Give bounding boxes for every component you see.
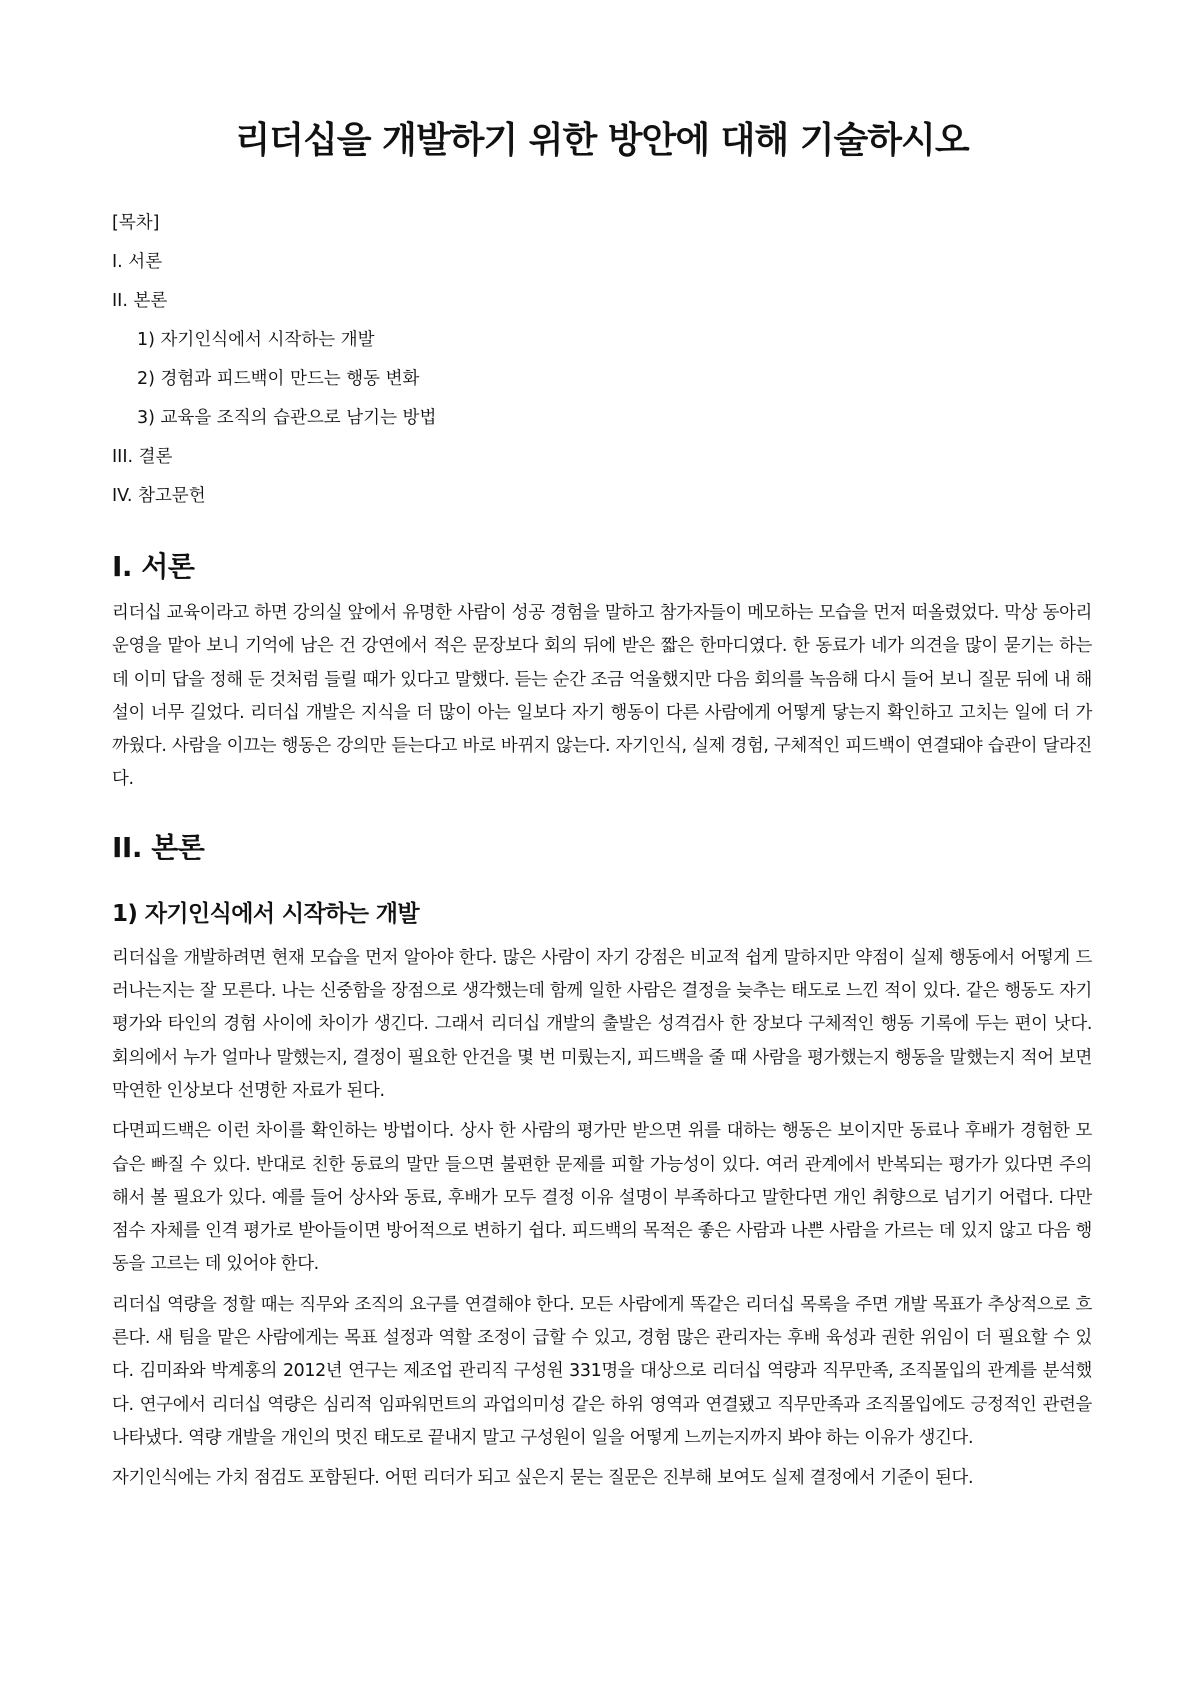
toc-item-body: II. 본론 (112, 291, 168, 311)
document-title: 리더십을 개발하기 위한 방안에 대해 기술하시오 (235, 120, 969, 161)
table-of-contents (112, 204, 1092, 516)
body-paragraph: 리더십을 개발하려면 현재 모습을 먼저 알아야 한다. 많은 사람이 자기 강점은 비교적 쉽게 말하지만 약점이 실제 행동에서 어떻게 드러나는지는 잘 모른다. 나는 신중함을 장점으로 생각했는데 함께 일한 사람은 결정을 늦추는 태도로 느낀 적이 있다. 같은 행동도 자기평가와 타인의 경험 사이에 차이가 생긴다. 그래서 리더십 개발의 출발은 성격검사 한 장보다 구체적인 행동 기록에 두는 편이 낫다. 회의에서 누가 얼마나 말했는지, 결정이 필요한 안건을 몇 번 미뤘는지, 피드백을 줄 때 사람을 평가했는지 행동을 말했는지 적어 보면 막연한 인상보다 선명한 자료가 된다. (112, 947, 1092, 1101)
body-subsection-1 (112, 898, 1092, 1496)
toc-item-conclusion: III. 결론 (112, 447, 173, 467)
introduction-section (112, 549, 1092, 797)
introduction-paragraph: 리더십 교육이라고 하면 강의실 앞에서 유명한 사람이 성공 경험을 말하고 참가자들이 메모하는 모습을 먼저 떠올렸었다. 막상 동아리 운영을 맡아 보니 기억에 남은 건 강연에서 적은 문장보다 회의 뒤에 받은 짧은 한마디였다. 한 동료가 네가 의견을 많이 묻기는 하는데 이미 답을 정해 둔 것처럼 들릴 때가 있다고 말했다. 듣는 순간 조금 억울했지만 다음 회의를 녹음해 다시 들어 보니 질문 뒤에 내 해설이 너무 길었다. 리더십 개발은 지식을 더 많이 아는 일보다 자기 행동이 다른 사람에게 어떻게 닿는지 확인하고 고치는 일에 더 가까웠다. 사람을 이끄는 행동은 강의만 듣는다고 바로 바뀌지 않는다. 자기인식, 실제 경험, 구체적인 피드백이 연결돼야 습관이 달라진다. (112, 603, 1092, 790)
toc-item-references: IV. 참고문헌 (112, 486, 206, 506)
body-paragraph: 다면피드백은 이런 차이를 확인하는 방법이다. 상사 한 사람의 평가만 받으면 위를 대하는 행동은 보이지만 동료나 후배가 경험한 모습은 빠질 수 있다. 반대로 친한 동료의 말만 들으면 불편한 문제를 피할 가능성이 있다. 여러 관계에서 반복되는 평가가 있다면 주의해서 볼 필요가 있다. 예를 들어 상사와 동료, 후배가 모두 결정 이유 설명이 부족하다고 말한다면 개인 취향으로 넘기기 어렵다. 다만 점수 자체를 인격 평가로 받아들이면 방어적으로 변하기 쉽다. 피드백의 목적은 좋은 사람과 나쁜 사람을 가르는 데 있지 않고 다음 행동을 고르는 데 있어야 한다. (112, 1121, 1092, 1275)
toc-heading: [목차] (112, 213, 160, 233)
introduction-heading: I. 서론 (112, 550, 195, 583)
subsection-1-heading: 1) 자기인식에서 시작하는 개발 (112, 900, 419, 927)
toc-list (112, 243, 1092, 516)
toc-item-body-section-2: 2) 경험과 피드백이 만드는 행동 변화 (137, 369, 420, 389)
toc-item-introduction: I. 서론 (112, 252, 163, 272)
body-heading: II. 본론 (112, 830, 205, 864)
toc-item-body-section-3: 3) 교육을 조직의 습관으로 남기는 방법 (137, 408, 437, 428)
toc-item-body-section-1: 1) 자기인식에서 시작하는 개발 (137, 330, 375, 350)
body-section (112, 830, 1092, 1496)
body-paragraph: 리더십 역량을 정할 때는 직무와 조직의 요구를 연결해야 한다. 모든 사람에게 똑같은 리더십 목록을 주면 개발 목표가 추상적으로 흐른다. 새 팀을 맡은 사람에게는 목표 설정과 역할 조정이 급할 수 있고, 경험 많은 관리자는 후배 육성과 권한 위임이 더 필요할 수 있다. 김미좌와 박계홍의 2012년 연구는 제조업 관리직 구성원 331명을 대상으로 리더십 역량과 직무만족, 조직몰입의 관계를 분석했다. 연구에서 리더십 역량은 심리적 임파워먼트의 과업의미성 같은 하위 영역과 연결됐고 직무만족과 조직몰입에도 긍정적인 관련을 나타냈다. 역량 개발을 개인의 멋진 태도로 끝내지 말고 구성원이 일을 어떻게 느끼는지까지 봐야 하는 이유가 생긴다. (112, 1294, 1092, 1448)
body-paragraph: 자기인식에는 가치 점검도 포함된다. 어떤 리더가 되고 싶은지 묻는 질문은 진부해 보여도 실제 결정에서 기준이 된다. (112, 1468, 974, 1489)
